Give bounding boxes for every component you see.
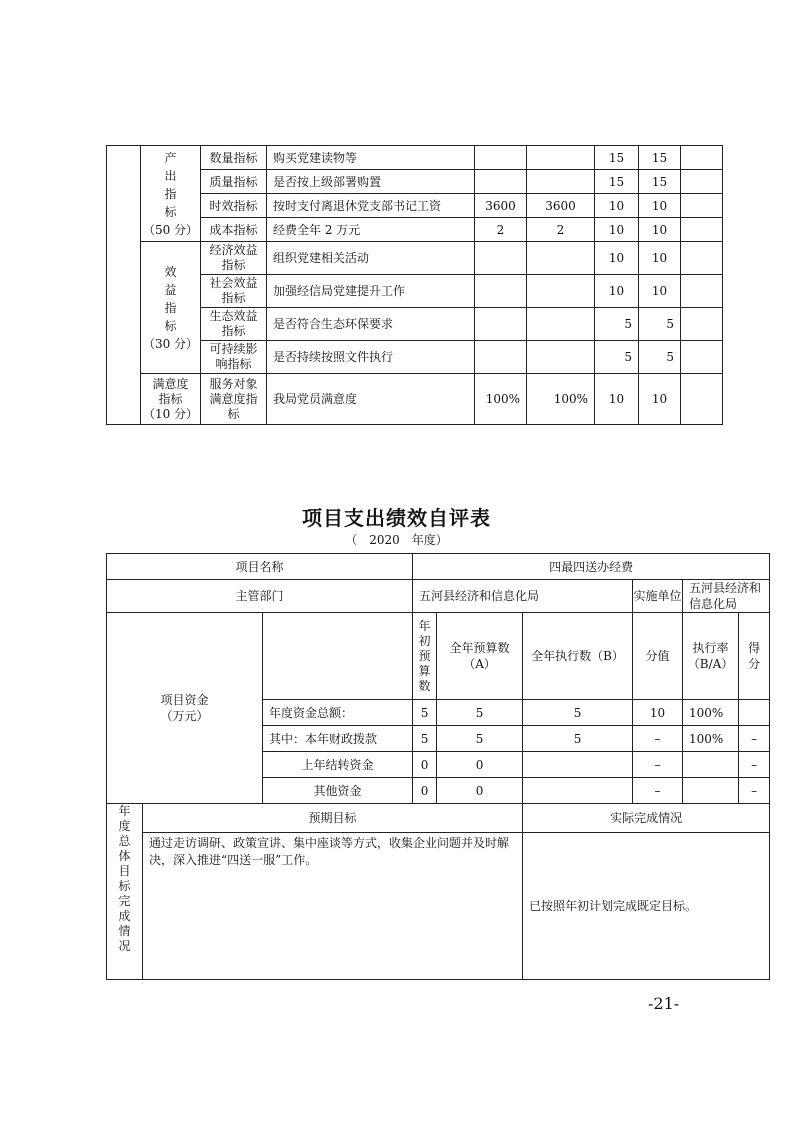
side-label-char: 度 — [118, 819, 131, 833]
dept-label: 主管部门 — [107, 580, 413, 613]
benefit-group-char: 益 — [164, 282, 177, 297]
fund-value: – — [633, 778, 683, 804]
weight-value: 10 — [595, 275, 639, 308]
indicator-name-line: 社会效益 — [209, 276, 258, 290]
satisfaction-group-line: （10 分） — [142, 406, 199, 421]
note-cell — [681, 194, 723, 218]
header-char: 算 — [418, 663, 431, 678]
benefit-group-char: 指 — [164, 300, 177, 315]
actual-value — [527, 146, 595, 170]
indicator-content: 是否符合生态环保要求 — [267, 308, 475, 341]
satisfaction-group-line: 指标 — [158, 391, 183, 406]
expected-goal-text: 通过走访调研、政策宣讲、集中座谈等方式，收集企业问题并及时解决，深入推进“四送一服”工作。 — [143, 833, 523, 980]
benefit-group-char: （30 分） — [142, 336, 199, 351]
indicator-name — [201, 275, 267, 308]
target-value: 2 — [475, 218, 527, 242]
indicator-name — [201, 374, 267, 425]
side-label-char: 完 — [118, 894, 131, 908]
indicator-name-line: 标 — [227, 406, 240, 421]
indicator-name-line: 指标 — [221, 258, 246, 272]
indicator-name-line: 满意度指 — [209, 391, 258, 406]
fund-budget: 0 — [437, 778, 523, 804]
indicator-name-line: 指标 — [221, 324, 246, 338]
indicator-content: 经费全年 2 万元 — [267, 218, 475, 242]
side-label-char: 成 — [118, 909, 131, 923]
fund-budget: 0 — [437, 752, 523, 778]
indicator-name-line: 响指标 — [215, 357, 252, 371]
indicator-content: 按时支付离退休党支部书记工资 — [267, 194, 475, 218]
target-value — [475, 170, 527, 194]
fund-rate — [683, 778, 739, 804]
output-group-char: 产 — [164, 150, 177, 165]
score-value: 15 — [639, 146, 681, 170]
note-cell — [681, 308, 723, 341]
fund-score: – — [739, 726, 770, 752]
actual-value — [527, 308, 595, 341]
weight-value: 10 — [595, 374, 639, 425]
weight-value: 15 — [595, 170, 639, 194]
note-cell — [681, 242, 723, 275]
indicator-content: 组织党建相关活动 — [267, 242, 475, 275]
weight-value: 10 — [595, 194, 639, 218]
indicator-name: 时效指标 — [201, 194, 267, 218]
side-label-char: 体 — [118, 849, 131, 863]
fund-exec: 5 — [523, 700, 633, 726]
actual-completion-header: 实际完成情况 — [523, 804, 770, 833]
target-value — [475, 275, 527, 308]
fund-rate: 100% — [683, 700, 739, 726]
note-cell — [681, 218, 723, 242]
satisfaction-indicator-group — [141, 374, 201, 425]
indicator-name-line: 指标 — [221, 291, 246, 305]
page-title: 项目支出绩效自评表 — [302, 506, 491, 530]
satisfaction-group-line: 满意度 — [152, 376, 189, 391]
side-label-char: 总 — [118, 834, 131, 848]
dept-value: 五河县经济和信息化局 — [413, 580, 633, 613]
funds-label-line: （万元） — [160, 709, 209, 723]
indicator-table — [106, 145, 723, 425]
weight-value: 10 — [595, 218, 639, 242]
fund-row-label: 上年结转资金 — [263, 752, 413, 778]
side-label-char: 情 — [118, 924, 131, 938]
fund-exec: 5 — [523, 726, 633, 752]
indicator-content: 我局党员满意度 — [267, 374, 475, 425]
fund-rate — [683, 752, 739, 778]
benefit-group-label — [143, 263, 198, 353]
self-evaluation-table — [106, 553, 770, 980]
indicator-name: 成本指标 — [201, 218, 267, 242]
score-value: 10 — [639, 194, 681, 218]
impl-unit-value: 五河县经济和信息化局 — [683, 580, 770, 613]
funds-label — [107, 613, 263, 804]
fund-initial: 5 — [413, 700, 437, 726]
funds-label-line: 项目资金 — [160, 693, 209, 707]
indicator-name: 数量指标 — [201, 146, 267, 170]
weight-value: 5 — [595, 308, 639, 341]
side-label-char: 标 — [118, 879, 131, 893]
benefit-group-char: 效 — [164, 264, 177, 279]
target-value: 3600 — [475, 194, 527, 218]
target-value — [475, 146, 527, 170]
fund-value: 10 — [633, 700, 683, 726]
indicator-name-line: 经济效益 — [209, 243, 258, 257]
output-group-char: 指 — [164, 186, 177, 201]
header-blank — [263, 613, 413, 700]
actual-completion-text: 已按照年初计划完成既定目标。 — [523, 833, 770, 980]
output-indicator-group — [141, 146, 201, 242]
side-label-char: 目 — [118, 864, 131, 878]
header-char: 预 — [418, 648, 431, 663]
header-line: 全年预算数 — [449, 641, 510, 655]
note-cell — [681, 146, 723, 170]
fund-row-label: 年度资金总额： — [263, 700, 413, 726]
score-value-header: 分值 — [633, 613, 683, 700]
score-value: 10 — [639, 275, 681, 308]
indicator-name — [201, 341, 267, 374]
impl-unit-label: 实施单位 — [633, 580, 683, 613]
fund-exec — [523, 778, 633, 804]
fund-score: – — [739, 778, 770, 804]
header-char: 年 — [418, 618, 431, 633]
header-char: 数 — [418, 678, 431, 693]
page-number: -21- — [648, 994, 680, 1013]
fund-value: – — [633, 752, 683, 778]
fund-initial: 0 — [413, 778, 437, 804]
output-group-char: （50 分） — [142, 222, 199, 237]
side-label-char: 年 — [118, 804, 131, 818]
indicator-name: 质量指标 — [201, 170, 267, 194]
fund-score: – — [739, 752, 770, 778]
actual-value — [527, 242, 595, 275]
note-cell — [681, 341, 723, 374]
indicator-name — [201, 308, 267, 341]
exec-rate-header — [683, 613, 739, 700]
score-value: 5 — [639, 341, 681, 374]
initial-budget-header — [413, 613, 437, 700]
weight-value: 5 — [595, 341, 639, 374]
target-value — [475, 341, 527, 374]
output-group-char: 标 — [164, 204, 177, 219]
actual-value — [527, 275, 595, 308]
benefit-indicator-group — [141, 242, 201, 374]
indicator-content: 是否按上级部署购置 — [267, 170, 475, 194]
target-value — [475, 308, 527, 341]
actual-value — [527, 170, 595, 194]
score-value: 10 — [639, 218, 681, 242]
score-value: 5 — [639, 308, 681, 341]
benefit-group-char: 标 — [164, 318, 177, 333]
project-name-label: 项目名称 — [107, 554, 413, 580]
actual-value: 3600 — [527, 194, 595, 218]
project-name-value: 四最四送办经费 — [413, 554, 770, 580]
header-char: 初 — [418, 633, 431, 648]
output-group-char: 出 — [164, 168, 177, 183]
score-value: 15 — [639, 170, 681, 194]
weight-value: 15 — [595, 146, 639, 170]
actual-value: 2 — [527, 218, 595, 242]
fund-row-label: 其中：本年财政拨款 — [263, 726, 413, 752]
fund-budget: 5 — [437, 700, 523, 726]
weight-value: 10 — [595, 242, 639, 275]
side-label-char: 况 — [118, 939, 131, 953]
fund-budget: 5 — [437, 726, 523, 752]
note-cell — [681, 275, 723, 308]
indicator-content: 加强经信局党建提升工作 — [267, 275, 475, 308]
note-cell — [681, 374, 723, 425]
page-subtitle: （ 2020 年度） — [345, 533, 448, 547]
fund-value: – — [633, 726, 683, 752]
indicator-name — [201, 242, 267, 275]
annual-goal-side-label — [107, 804, 143, 980]
indicator-content: 是否持续按照文件执行 — [267, 341, 475, 374]
score-value: 10 — [639, 374, 681, 425]
output-group-label — [143, 149, 198, 239]
note-cell — [681, 170, 723, 194]
fund-row-label: 其他资金 — [263, 778, 413, 804]
score-header — [739, 613, 770, 700]
fund-initial: 0 — [413, 752, 437, 778]
fund-exec — [523, 752, 633, 778]
fund-score — [739, 700, 770, 726]
score-value: 10 — [639, 242, 681, 275]
header-line: 执行率 — [692, 641, 729, 655]
target-value — [475, 242, 527, 275]
target-value: 100% — [475, 374, 527, 425]
indicator-name-line: 服务对象 — [209, 376, 258, 391]
actual-value — [527, 341, 595, 374]
indicator-name-line: 可持续影 — [209, 342, 258, 356]
expected-goal-header: 预期目标 — [143, 804, 523, 833]
actual-value: 100% — [527, 374, 595, 425]
header-char: 分 — [748, 657, 761, 671]
indicator-content: 购买党建读物等 — [267, 146, 475, 170]
indicator-name-line: 生态效益 — [209, 309, 258, 323]
level1-indicator-cell — [107, 146, 141, 425]
annual-budget-header — [437, 613, 523, 700]
fund-initial: 5 — [413, 726, 437, 752]
annual-exec-header: 全年执行数（B） — [523, 613, 633, 700]
header-line: （A） — [463, 657, 496, 671]
header-char: 得 — [748, 641, 761, 655]
header-line: （B/A） — [687, 657, 734, 671]
fund-rate: 100% — [683, 726, 739, 752]
